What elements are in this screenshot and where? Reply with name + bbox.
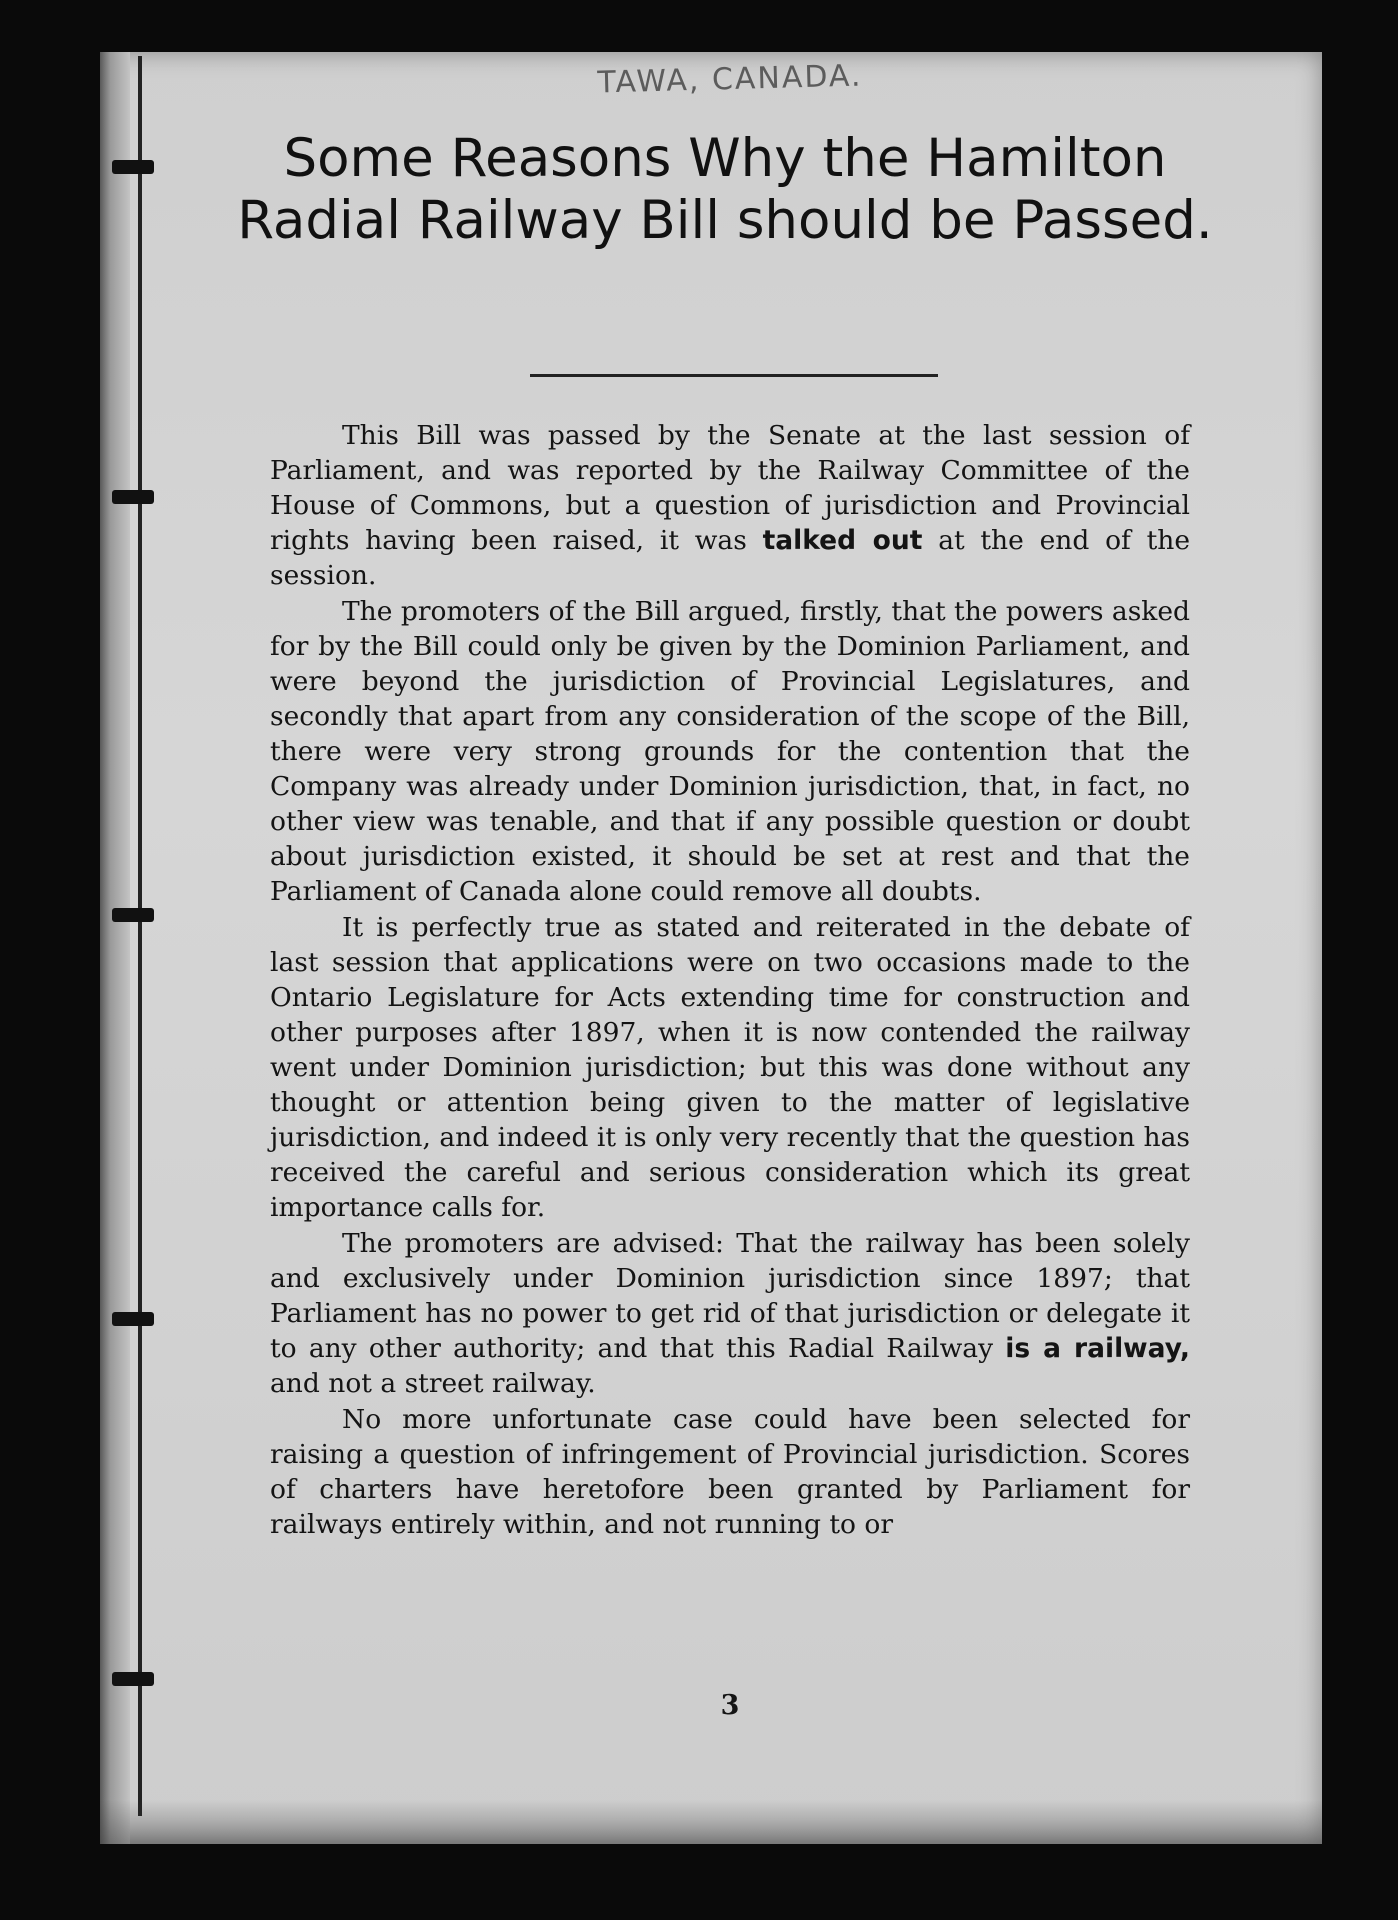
paragraph-3: It is perfectly true as stated and reiterated in the debate of last session that applications were on two occasions made to the Ontario Legislature for Acts extending time for construction and other purposes after 1897, when it is now contended the railway went under Dominion jurisdiction; but this was done without any thought or attention being given to the matter of legislative jurisdiction, and indeed it is only very recently that the question has received the careful and serious consideration which its great importance calls for. xyxy=(270,912,1190,1223)
binding-line xyxy=(138,56,142,1816)
binding-stitch xyxy=(112,160,154,174)
paragraph-text: This Bill was passed by the Senate at the last session of Parliament, and was reported by the Railway Committee of the House of Commons, but a question of jurisdiction and Provincial rights having been raised, it was xyxy=(270,420,1190,556)
binding-stitch xyxy=(112,908,154,922)
emphasized-text: is a railway, xyxy=(1005,1333,1190,1364)
page-bottom-shadow xyxy=(100,1800,1322,1844)
page-title: Some Reasons Why the Hamilton Radial Railway Bill should be Passed. xyxy=(237,128,1213,251)
paragraph-2: The promoters of the Bill argued, firstly, that the powers asked for by the Bill could only be given by the Dominion Parliament, and were beyond the jurisdiction of Provincial Legislatures, and secondly that apart from any consideration of the scope of the Bill, there were very strong grounds for the contention that the Company was already under Dominion jurisdiction, that, in fact, no other view was tenable, and that if any possible question or doubt about jurisdiction existed, it should be set at rest and that the Parliament of Canada alone could remove all doubts. xyxy=(270,596,1190,907)
paragraph-text: The promoters are advised: That the railway has been solely and exclusively under Dominion jurisdiction since 1897; that Parliament has no power to get rid of that jurisdiction or delegate it to any other authority; and that this Radial Railway xyxy=(270,1228,1190,1364)
paragraph-1 xyxy=(270,418,1190,593)
paragraph-5: No more unfortunate case could have been selected for raising a question of infringement of Provincial jurisdiction. Scores of charters have heretofore been granted by Parliament for railways entirely within, and not running to or xyxy=(270,1404,1190,1540)
document-body xyxy=(270,418,1190,1542)
page-number: 3 xyxy=(720,1690,740,1721)
title-divider xyxy=(530,374,938,377)
paragraph-text: and not a street railway. xyxy=(270,1368,596,1399)
paragraph-4 xyxy=(270,1226,1190,1401)
library-stamp: TAWA, CANADA. xyxy=(597,58,863,101)
binding-stitch xyxy=(112,1672,154,1686)
paragraph-text: at the end of the session. xyxy=(270,525,1190,591)
binding-edge xyxy=(100,52,130,1844)
binding-stitch xyxy=(112,490,154,504)
binding-stitch xyxy=(112,1312,154,1326)
emphasized-text: talked out xyxy=(762,525,923,556)
